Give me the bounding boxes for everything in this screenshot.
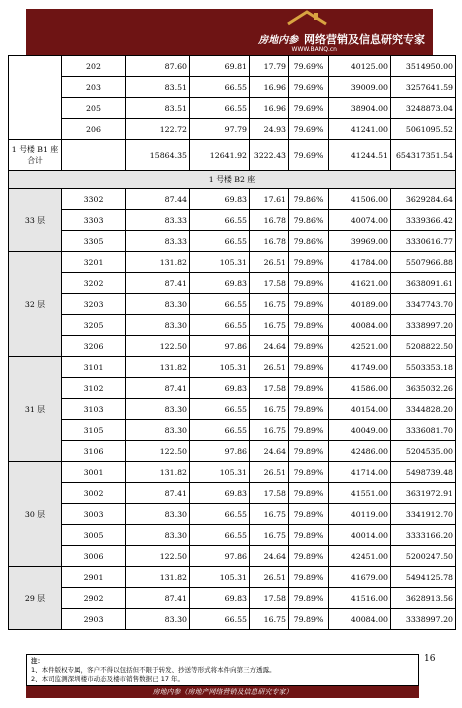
- value-cell: 24.64: [250, 336, 289, 357]
- value-cell: 105.31: [190, 357, 250, 378]
- value-cell: 42451.00: [329, 546, 391, 567]
- value-cell: 66.55: [190, 609, 250, 630]
- value-cell: 3628913.56: [391, 588, 456, 609]
- value-cell: 79.89%: [289, 336, 329, 357]
- value-cell: 39009.00: [329, 77, 391, 98]
- value-cell: 79.86%: [289, 210, 329, 231]
- value-cell: 5507966.88: [391, 252, 456, 273]
- value-cell: 16.75: [250, 315, 289, 336]
- unit-cell: 206: [62, 119, 126, 140]
- value-cell: 97.86: [190, 336, 250, 357]
- unit-cell: 203: [62, 77, 126, 98]
- value-cell: 131.82: [126, 567, 190, 588]
- value-cell: 5498739.48: [391, 462, 456, 483]
- value-cell: 5204535.00: [391, 441, 456, 462]
- table-row: [9, 210, 456, 231]
- value-cell: 87.41: [126, 483, 190, 504]
- floor-label: 32 层: [9, 252, 62, 357]
- table-row: [9, 357, 456, 378]
- value-cell: 17.58: [250, 273, 289, 294]
- table-row: [9, 378, 456, 399]
- unit-cell: 3003: [62, 504, 126, 525]
- brand-url: WWW.BANQ.cn: [291, 46, 337, 53]
- table-row: [9, 294, 456, 315]
- value-cell: 79.89%: [289, 315, 329, 336]
- value-cell: 5208822.50: [391, 336, 456, 357]
- value-cell: 40084.00: [329, 315, 391, 336]
- value-cell: 5200247.50: [391, 546, 456, 567]
- value-cell: 105.31: [190, 462, 250, 483]
- value-cell: 24.64: [250, 441, 289, 462]
- value-cell: 3347743.70: [391, 294, 456, 315]
- value-cell: 17.58: [250, 588, 289, 609]
- value-cell: 26.51: [250, 567, 289, 588]
- value-cell: 17.79: [250, 56, 289, 77]
- table-row: [9, 567, 456, 588]
- unit-cell: 3001: [62, 462, 126, 483]
- value-cell: 69.83: [190, 588, 250, 609]
- value-cell: 16.75: [250, 399, 289, 420]
- sales-table: [8, 55, 456, 630]
- value-cell: 3344828.20: [391, 399, 456, 420]
- unit-cell: 3302: [62, 189, 126, 210]
- value-cell: 3330616.77: [391, 231, 456, 252]
- value-cell: 39969.00: [329, 231, 391, 252]
- value-cell: 79.89%: [289, 567, 329, 588]
- table-row: [9, 588, 456, 609]
- unit-cell: 3106: [62, 441, 126, 462]
- brand-script: 房地内参: [258, 35, 299, 46]
- unit-cell: 3006: [62, 546, 126, 567]
- value-cell: 3629284.64: [391, 189, 456, 210]
- value-cell: 41516.00: [329, 588, 391, 609]
- value-cell: 16.75: [250, 420, 289, 441]
- value-cell: 79.86%: [289, 231, 329, 252]
- house-logo-icon: [284, 10, 330, 32]
- value-cell: 79.89%: [289, 273, 329, 294]
- value-cell: 40074.00: [329, 210, 391, 231]
- value-cell: 79.89%: [289, 525, 329, 546]
- unit-cell: 3205: [62, 315, 126, 336]
- value-cell: 79.89%: [289, 504, 329, 525]
- value-cell: 38904.00: [329, 98, 391, 119]
- notes-title: 注：: [31, 657, 44, 665]
- table-row: [9, 77, 456, 98]
- value-cell: 79.89%: [289, 483, 329, 504]
- table-row: [9, 483, 456, 504]
- value-cell: 87.44: [126, 189, 190, 210]
- unit-cell: 3206: [62, 336, 126, 357]
- value-cell: 122.50: [126, 441, 190, 462]
- floor-cell-continued: [9, 56, 62, 140]
- value-cell: 83.30: [126, 315, 190, 336]
- value-cell: 3333166.20: [391, 525, 456, 546]
- unit-cell: 2901: [62, 567, 126, 588]
- value-cell: 69.81: [190, 56, 250, 77]
- header-banner: [26, 9, 433, 55]
- value-cell: 16.75: [250, 525, 289, 546]
- value-cell: 42521.00: [329, 336, 391, 357]
- table-row: [9, 525, 456, 546]
- value-cell: 41714.00: [329, 462, 391, 483]
- value-cell: 69.83: [190, 483, 250, 504]
- empty-cell: [62, 140, 126, 171]
- value-cell: 79.69%: [289, 77, 329, 98]
- value-cell: 15864.35: [126, 140, 190, 171]
- value-cell: 16.78: [250, 210, 289, 231]
- table-row: [9, 399, 456, 420]
- unit-cell: 3103: [62, 399, 126, 420]
- section-header: 1 号楼 B2 座: [9, 171, 456, 189]
- value-cell: 17.58: [250, 483, 289, 504]
- value-cell: 69.83: [190, 378, 250, 399]
- value-cell: 79.69%: [289, 56, 329, 77]
- table-row: [9, 56, 456, 77]
- value-cell: 5061095.52: [391, 119, 456, 140]
- unit-cell: 202: [62, 56, 126, 77]
- value-cell: 16.96: [250, 98, 289, 119]
- value-cell: 66.55: [190, 231, 250, 252]
- value-cell: 16.75: [250, 294, 289, 315]
- value-cell: 87.41: [126, 378, 190, 399]
- value-cell: 83.30: [126, 504, 190, 525]
- table-row: [9, 420, 456, 441]
- value-cell: 79.89%: [289, 357, 329, 378]
- table-row: [9, 609, 456, 630]
- unit-cell: 3203: [62, 294, 126, 315]
- unit-cell: 205: [62, 98, 126, 119]
- value-cell: 40049.00: [329, 420, 391, 441]
- value-cell: 40154.00: [329, 399, 391, 420]
- value-cell: 40189.00: [329, 294, 391, 315]
- table-row: [9, 441, 456, 462]
- value-cell: 79.89%: [289, 378, 329, 399]
- value-cell: 79.89%: [289, 546, 329, 567]
- value-cell: 87.41: [126, 273, 190, 294]
- value-cell: 66.55: [190, 504, 250, 525]
- value-cell: 105.31: [190, 252, 250, 273]
- unit-cell: 3105: [62, 420, 126, 441]
- value-cell: 79.89%: [289, 294, 329, 315]
- value-cell: 97.86: [190, 546, 250, 567]
- floor-label: 29 层: [9, 567, 62, 630]
- unit-cell: 3201: [62, 252, 126, 273]
- value-cell: 66.55: [190, 210, 250, 231]
- value-cell: 69.83: [190, 273, 250, 294]
- unit-cell: 3102: [62, 378, 126, 399]
- table-row: [9, 119, 456, 140]
- table-row: [9, 315, 456, 336]
- value-cell: 41586.00: [329, 378, 391, 399]
- value-cell: 41749.00: [329, 357, 391, 378]
- section-header-row: [9, 171, 456, 189]
- value-cell: 87.60: [126, 56, 190, 77]
- table-row: [9, 189, 456, 210]
- unit-cell: 3305: [62, 231, 126, 252]
- value-cell: 66.55: [190, 399, 250, 420]
- value-cell: 66.55: [190, 315, 250, 336]
- value-cell: 79.69%: [289, 140, 329, 171]
- unit-cell: 2902: [62, 588, 126, 609]
- value-cell: 16.75: [250, 609, 289, 630]
- floor-label: 33 层: [9, 189, 62, 252]
- value-cell: 66.55: [190, 420, 250, 441]
- value-cell: 17.61: [250, 189, 289, 210]
- page-number: 16: [424, 654, 436, 664]
- floor-label: 31 层: [9, 357, 62, 462]
- value-cell: 83.30: [126, 399, 190, 420]
- value-cell: 26.51: [250, 462, 289, 483]
- value-cell: 79.89%: [289, 609, 329, 630]
- value-cell: 3339366.42: [391, 210, 456, 231]
- value-cell: 3341912.70: [391, 504, 456, 525]
- value-cell: 79.69%: [289, 119, 329, 140]
- value-cell: 41241.00: [329, 119, 391, 140]
- value-cell: 69.83: [190, 189, 250, 210]
- value-cell: 41784.00: [329, 252, 391, 273]
- value-cell: 3338997.20: [391, 609, 456, 630]
- unit-cell: 3005: [62, 525, 126, 546]
- note-line: 1、本件版权专属，客户不得以包括但不限于转发、抄送等形式将本件向第三方透露。: [31, 666, 276, 674]
- unit-cell: 3101: [62, 357, 126, 378]
- value-cell: 24.64: [250, 546, 289, 567]
- floor-label: 30 层: [9, 462, 62, 567]
- value-cell: 40084.00: [329, 609, 391, 630]
- table-row: [9, 546, 456, 567]
- unit-cell: 3303: [62, 210, 126, 231]
- subtotal-label: 1 号楼 B1 座合计: [9, 140, 62, 171]
- value-cell: 3222.43: [250, 140, 289, 171]
- value-cell: 83.30: [126, 609, 190, 630]
- value-cell: 66.55: [190, 525, 250, 546]
- value-cell: 3336081.70: [391, 420, 456, 441]
- value-cell: 24.93: [250, 119, 289, 140]
- value-cell: 26.51: [250, 357, 289, 378]
- subtotal-row: [9, 140, 456, 171]
- value-cell: 79.86%: [289, 189, 329, 210]
- value-cell: 79.89%: [289, 588, 329, 609]
- value-cell: 26.51: [250, 252, 289, 273]
- value-cell: 40014.00: [329, 525, 391, 546]
- value-cell: 66.55: [190, 77, 250, 98]
- value-cell: 3635032.26: [391, 378, 456, 399]
- table-row: [9, 462, 456, 483]
- footer-banner: 房地内参（房地产网络营销及信息研究专家）: [26, 686, 419, 698]
- value-cell: 3514950.00: [391, 56, 456, 77]
- value-cell: 87.41: [126, 588, 190, 609]
- unit-cell: 3202: [62, 273, 126, 294]
- value-cell: 3338997.20: [391, 315, 456, 336]
- brand-name: 网络营销及信息研究专家: [304, 33, 425, 46]
- value-cell: 83.33: [126, 210, 190, 231]
- value-cell: 654317351.54: [391, 140, 456, 171]
- value-cell: 83.51: [126, 98, 190, 119]
- value-cell: 97.86: [190, 441, 250, 462]
- table-row: [9, 252, 456, 273]
- value-cell: 79.89%: [289, 462, 329, 483]
- table-row: [9, 336, 456, 357]
- value-cell: 122.72: [126, 119, 190, 140]
- value-cell: 79.89%: [289, 252, 329, 273]
- value-cell: 79.69%: [289, 98, 329, 119]
- value-cell: 79.89%: [289, 420, 329, 441]
- unit-cell: 3002: [62, 483, 126, 504]
- value-cell: 83.30: [126, 420, 190, 441]
- value-cell: 83.30: [126, 525, 190, 546]
- value-cell: 122.50: [126, 336, 190, 357]
- value-cell: 17.58: [250, 378, 289, 399]
- value-cell: 79.89%: [289, 399, 329, 420]
- value-cell: 83.33: [126, 231, 190, 252]
- value-cell: 79.89%: [289, 441, 329, 462]
- value-cell: 42486.00: [329, 441, 391, 462]
- value-cell: 97.79: [190, 119, 250, 140]
- value-cell: 40119.00: [329, 504, 391, 525]
- value-cell: 41551.00: [329, 483, 391, 504]
- table-row: [9, 231, 456, 252]
- value-cell: 16.78: [250, 231, 289, 252]
- notes-box: [26, 654, 419, 686]
- table-row: [9, 98, 456, 119]
- value-cell: 41621.00: [329, 273, 391, 294]
- value-cell: 122.50: [126, 546, 190, 567]
- value-cell: 5494125.78: [391, 567, 456, 588]
- value-cell: 41679.00: [329, 567, 391, 588]
- table-row: [9, 273, 456, 294]
- value-cell: 5503353.18: [391, 357, 456, 378]
- value-cell: 16.96: [250, 77, 289, 98]
- value-cell: 66.55: [190, 98, 250, 119]
- table-row: [9, 504, 456, 525]
- value-cell: 3631972.91: [391, 483, 456, 504]
- value-cell: 131.82: [126, 357, 190, 378]
- value-cell: 131.82: [126, 252, 190, 273]
- value-cell: 66.55: [190, 294, 250, 315]
- value-cell: 83.51: [126, 77, 190, 98]
- value-cell: 3638091.61: [391, 273, 456, 294]
- value-cell: 3248873.04: [391, 98, 456, 119]
- value-cell: 3257641.59: [391, 77, 456, 98]
- value-cell: 105.31: [190, 567, 250, 588]
- value-cell: 40125.00: [329, 56, 391, 77]
- value-cell: 41244.51: [329, 140, 391, 171]
- note-line: 2、本司监测深圳楼市动态及楼市销售数据已 17 年。: [31, 675, 185, 683]
- value-cell: 41506.00: [329, 189, 391, 210]
- brand-title: [258, 31, 425, 47]
- value-cell: 16.75: [250, 504, 289, 525]
- value-cell: 12641.92: [190, 140, 250, 171]
- value-cell: 131.82: [126, 462, 190, 483]
- unit-cell: 2903: [62, 609, 126, 630]
- value-cell: 83.30: [126, 294, 190, 315]
